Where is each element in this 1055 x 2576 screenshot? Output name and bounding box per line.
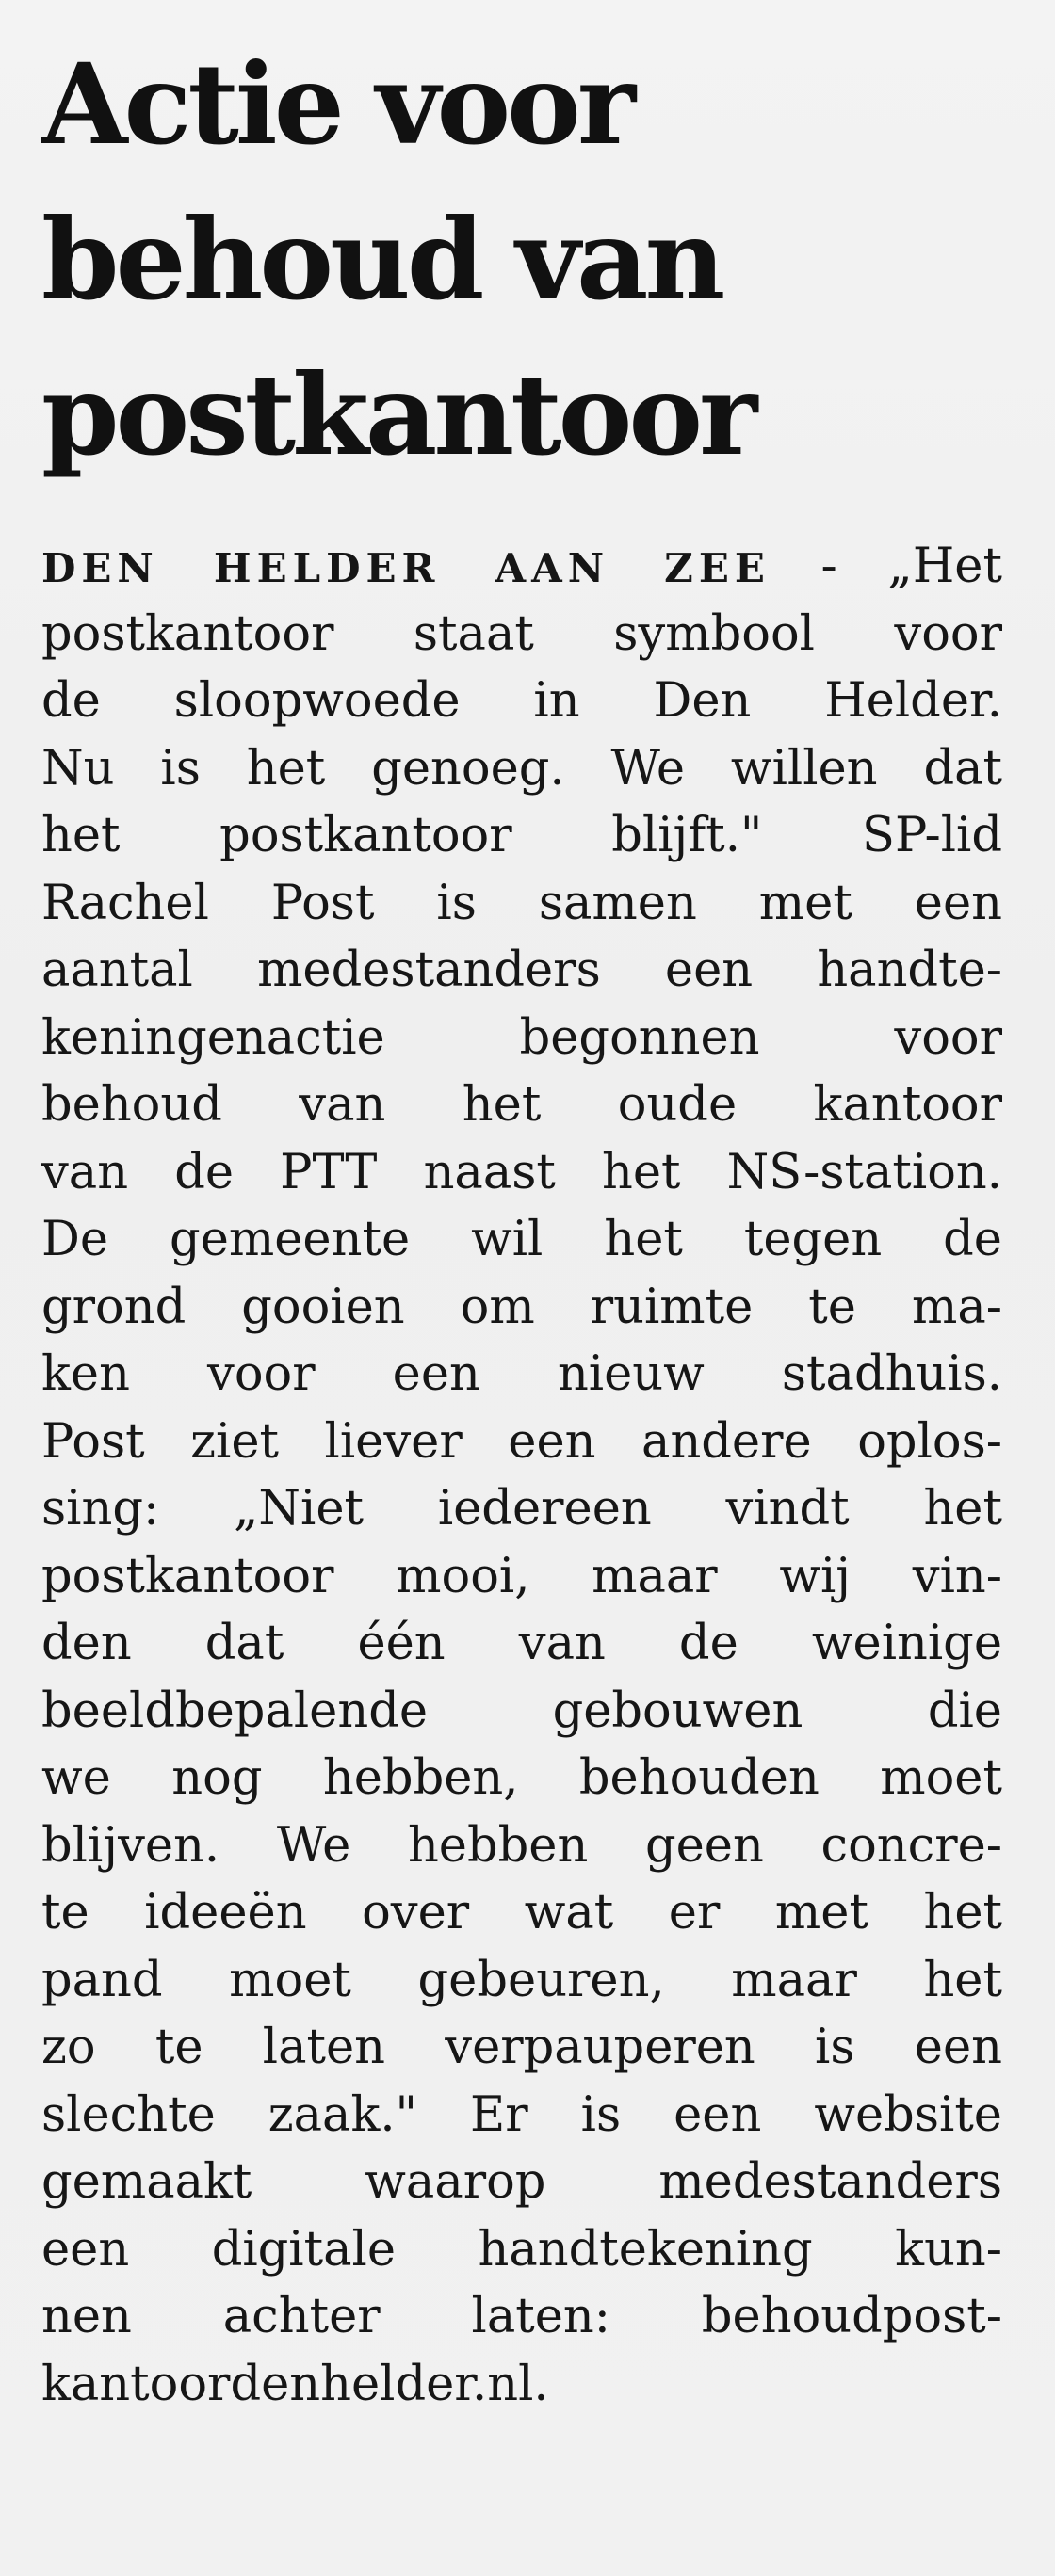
body-line: keningenactie begonnen voor xyxy=(41,1009,1002,1066)
article-body xyxy=(41,533,1002,2418)
body-line: te ideeën over wat er met het xyxy=(41,1885,1002,1940)
body-line: De gemeente wil het tegen de xyxy=(41,1212,1002,1267)
first-line-text: - „Het xyxy=(770,539,1002,594)
body-line: nen achter laten: behoudpost- xyxy=(41,2289,1002,2344)
body-line: sing: „Niet iedereen vindt het xyxy=(41,1481,1002,1537)
headline-line: postkantoor xyxy=(41,349,755,480)
body-line: aantal medestanders een handte- xyxy=(41,942,1002,998)
body-line: postkantoor staat symbool voor xyxy=(41,605,1002,662)
body-line: grond gooien om ruimte te ma- xyxy=(41,1279,1002,1335)
body-line: we nog hebben, behouden moet xyxy=(41,1750,1002,1806)
body-line: slechte zaak." Er is een website xyxy=(41,2086,1002,2143)
body-line: ken voor een nieuw stadhuis. xyxy=(41,1346,1002,1402)
body-line: van de PTT naast het NS-station. xyxy=(41,1144,1002,1200)
dateline: DEN HELDER AAN ZEE xyxy=(41,545,771,591)
body-line: een digitale handtekening kun- xyxy=(41,2221,1002,2278)
body-line xyxy=(41,533,1002,601)
body-line: Nu is het genoeg. We willen dat xyxy=(41,740,1002,797)
headline xyxy=(41,26,1021,492)
headline-line: Actie voor xyxy=(41,39,633,169)
body-line: zo te laten verpauperen is een xyxy=(41,2020,1002,2075)
body-line: gemaakt waarop medestanders xyxy=(41,2154,1002,2210)
body-line: de sloopwoede in Den Helder. xyxy=(41,673,1002,729)
body-line: kantoordenhelder.nl. xyxy=(41,2356,549,2412)
body-line: het postkantoor blijft." SP-lid xyxy=(41,808,1002,863)
body-line: postkantoor mooi, maar wij vin- xyxy=(41,1548,1002,1604)
body-line: behoud van het oude kantoor xyxy=(41,1077,1002,1133)
headline-line: behoud van xyxy=(41,194,722,325)
body-line: beeldbepalende gebouwen die xyxy=(41,1682,1002,1739)
body-line: Rachel Post is samen met een xyxy=(41,875,1002,931)
body-line: den dat één van de weinige xyxy=(41,1616,1002,1671)
body-line: pand moet gebeuren, maar het xyxy=(41,1952,1002,2008)
body-line: blijven. We hebben geen concre- xyxy=(41,1817,1002,1874)
body-line: Post ziet liever een andere oplos- xyxy=(41,1413,1002,1470)
